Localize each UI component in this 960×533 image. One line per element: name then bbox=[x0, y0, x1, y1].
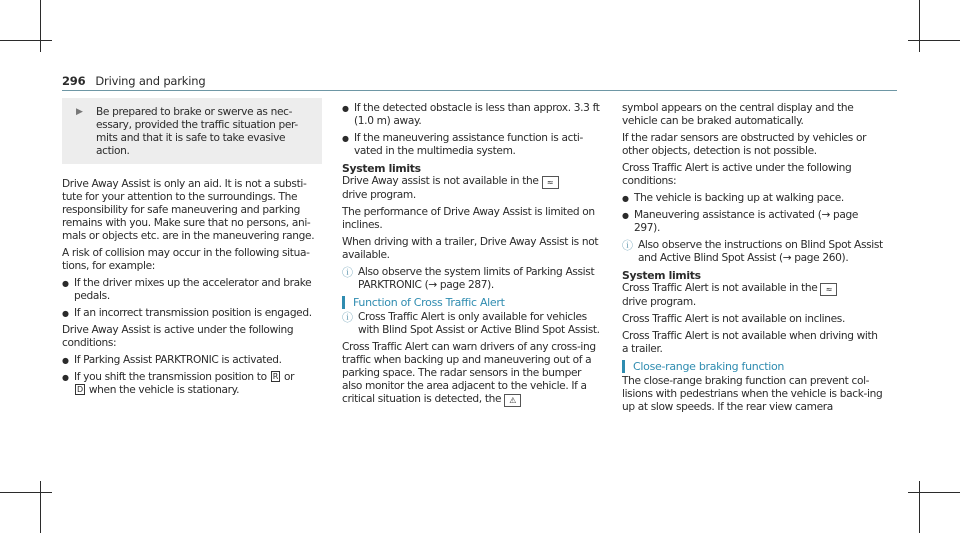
info-icon: ⓘ bbox=[622, 239, 633, 252]
bullet-icon: ● bbox=[62, 279, 69, 288]
paragraph: Cross Traffic Alert is not available in the ≈ drive program. bbox=[622, 282, 884, 309]
page-number: 296 bbox=[62, 74, 86, 88]
list-item: ● If the detected obstacle is less than approx. 3.3 ft (1.0 m) away. bbox=[342, 102, 600, 127]
gear-d-symbol: D bbox=[77, 385, 83, 394]
info-icon: ⓘ bbox=[342, 266, 353, 279]
crop-mark bbox=[40, 481, 41, 533]
paragraph: Drive Away assist is not available in the ≈ drive program. bbox=[342, 175, 604, 202]
column-3 bbox=[622, 102, 884, 418]
section-title: Driving and parking bbox=[95, 74, 206, 88]
section-bar bbox=[622, 360, 625, 373]
crop-mark bbox=[908, 492, 960, 493]
bullet-icon: ● bbox=[62, 356, 69, 365]
paragraph: Cross Traffic Alert can warn drivers of any cross-ing traffic when backing up and maneuvering out of a parking space. The radar sensors in the bumper also monitor the area adjacent to the vehicle. If a critical situation is detected, the ⚠ bbox=[342, 341, 596, 405]
info-icon: ⓘ bbox=[342, 311, 353, 324]
list-item: ● If you shift the transmission position to R or D when the vehicle is stationary. bbox=[62, 371, 295, 396]
slippery-road-icon: ≈ bbox=[820, 283, 837, 296]
crop-mark bbox=[919, 0, 920, 52]
list-item: ● If an incorrect transmission position is engaged. bbox=[62, 307, 312, 319]
paragraph: If the radar sensors are obstructed by vehicles or other objects, detection is not possible. bbox=[622, 132, 867, 157]
bullet-icon: ● bbox=[62, 373, 69, 382]
list-item: ● If the driver mixes up the accelerator and brake pedals. bbox=[62, 277, 312, 302]
cross-traffic-warning-icon: ⚠ bbox=[504, 394, 521, 407]
list-item: ● Maneuvering assistance is activated (→ page 297). bbox=[622, 209, 859, 234]
bullet-icon: ● bbox=[342, 134, 349, 143]
note: ⓘ Also observe the instructions on Blind Spot Assist and Active Blind Spot Assist (→ page 260). bbox=[622, 239, 883, 264]
list-item: ● If the maneuvering assistance function is acti-vated in the multimedia system. bbox=[342, 132, 583, 157]
bullet-icon: ● bbox=[62, 309, 69, 318]
bullet-icon: ● bbox=[342, 104, 349, 113]
warning-box bbox=[62, 98, 322, 164]
crop-mark bbox=[908, 40, 960, 41]
bullet-icon: ● bbox=[622, 211, 629, 220]
play-triangle-icon: ▶ bbox=[76, 107, 83, 117]
warning-text: Be prepared to brake or swerve as nec-essary, provided the traffic situation per-mits and that it is safe to take evasive action. bbox=[96, 106, 298, 157]
column-2 bbox=[342, 102, 604, 411]
bullet-icon: ● bbox=[622, 194, 629, 203]
paragraph: The close-range braking function can prevent col-lisions with pedestrians when the vehicle is back-ing up at slow speeds. If the rear view camera bbox=[622, 375, 883, 413]
column-1 bbox=[62, 178, 324, 401]
heading-system-limits: System limits bbox=[622, 269, 701, 282]
paragraph: Drive Away Assist is only an aid. It is not a substi-tute for your attention to the surroundings. The responsibility for safe maneuvering and parking remains with you. Make sure that no persons, ani-mals or objects etc. are in the maneuvering range. bbox=[62, 178, 315, 242]
list-item: ● If Parking Assist PARKTRONIC is activated. bbox=[62, 354, 282, 366]
crop-mark bbox=[919, 481, 920, 533]
paragraph: symbol appears on the central display and the vehicle can be braked automatically. bbox=[622, 102, 854, 127]
heading-cross-traffic-alert: Function of Cross Traffic Alert bbox=[342, 296, 604, 309]
paragraph: Cross Traffic Alert is active under the following conditions: bbox=[622, 162, 852, 187]
slippery-road-icon: ≈ bbox=[542, 176, 559, 189]
paragraph: Drive Away Assist is active under the following conditions: bbox=[62, 324, 294, 349]
crop-mark bbox=[0, 40, 52, 41]
paragraph: When driving with a trailer, Drive Away Assist is not available. bbox=[342, 236, 599, 261]
gear-r-symbol: R bbox=[272, 372, 278, 381]
heading-system-limits: System limits bbox=[342, 162, 421, 175]
crop-mark bbox=[0, 492, 52, 493]
heading-close-range-braking: Close-range braking function bbox=[622, 360, 884, 373]
note: ⓘ Also observe the system limits of Parking Assist PARKTRONIC (→ page 287). bbox=[342, 266, 595, 291]
paragraph: The performance of Drive Away Assist is limited on inclines. bbox=[342, 206, 595, 231]
crop-mark bbox=[40, 0, 41, 52]
paragraph: Cross Traffic Alert is not available when driving with a trailer. bbox=[622, 330, 878, 355]
header-rule bbox=[62, 90, 897, 91]
page-header bbox=[62, 74, 205, 88]
section-bar bbox=[342, 296, 345, 309]
paragraph: Cross Traffic Alert is not available on inclines. bbox=[622, 313, 845, 325]
paragraph: A risk of collision may occur in the following situa-tions, for example: bbox=[62, 247, 310, 272]
list-item: ● The vehicle is backing up at walking pace. bbox=[622, 192, 844, 204]
note: ⓘ Cross Traffic Alert is only available for vehicles with Blind Spot Assist or Active Blind Spot Assist. bbox=[342, 311, 600, 336]
